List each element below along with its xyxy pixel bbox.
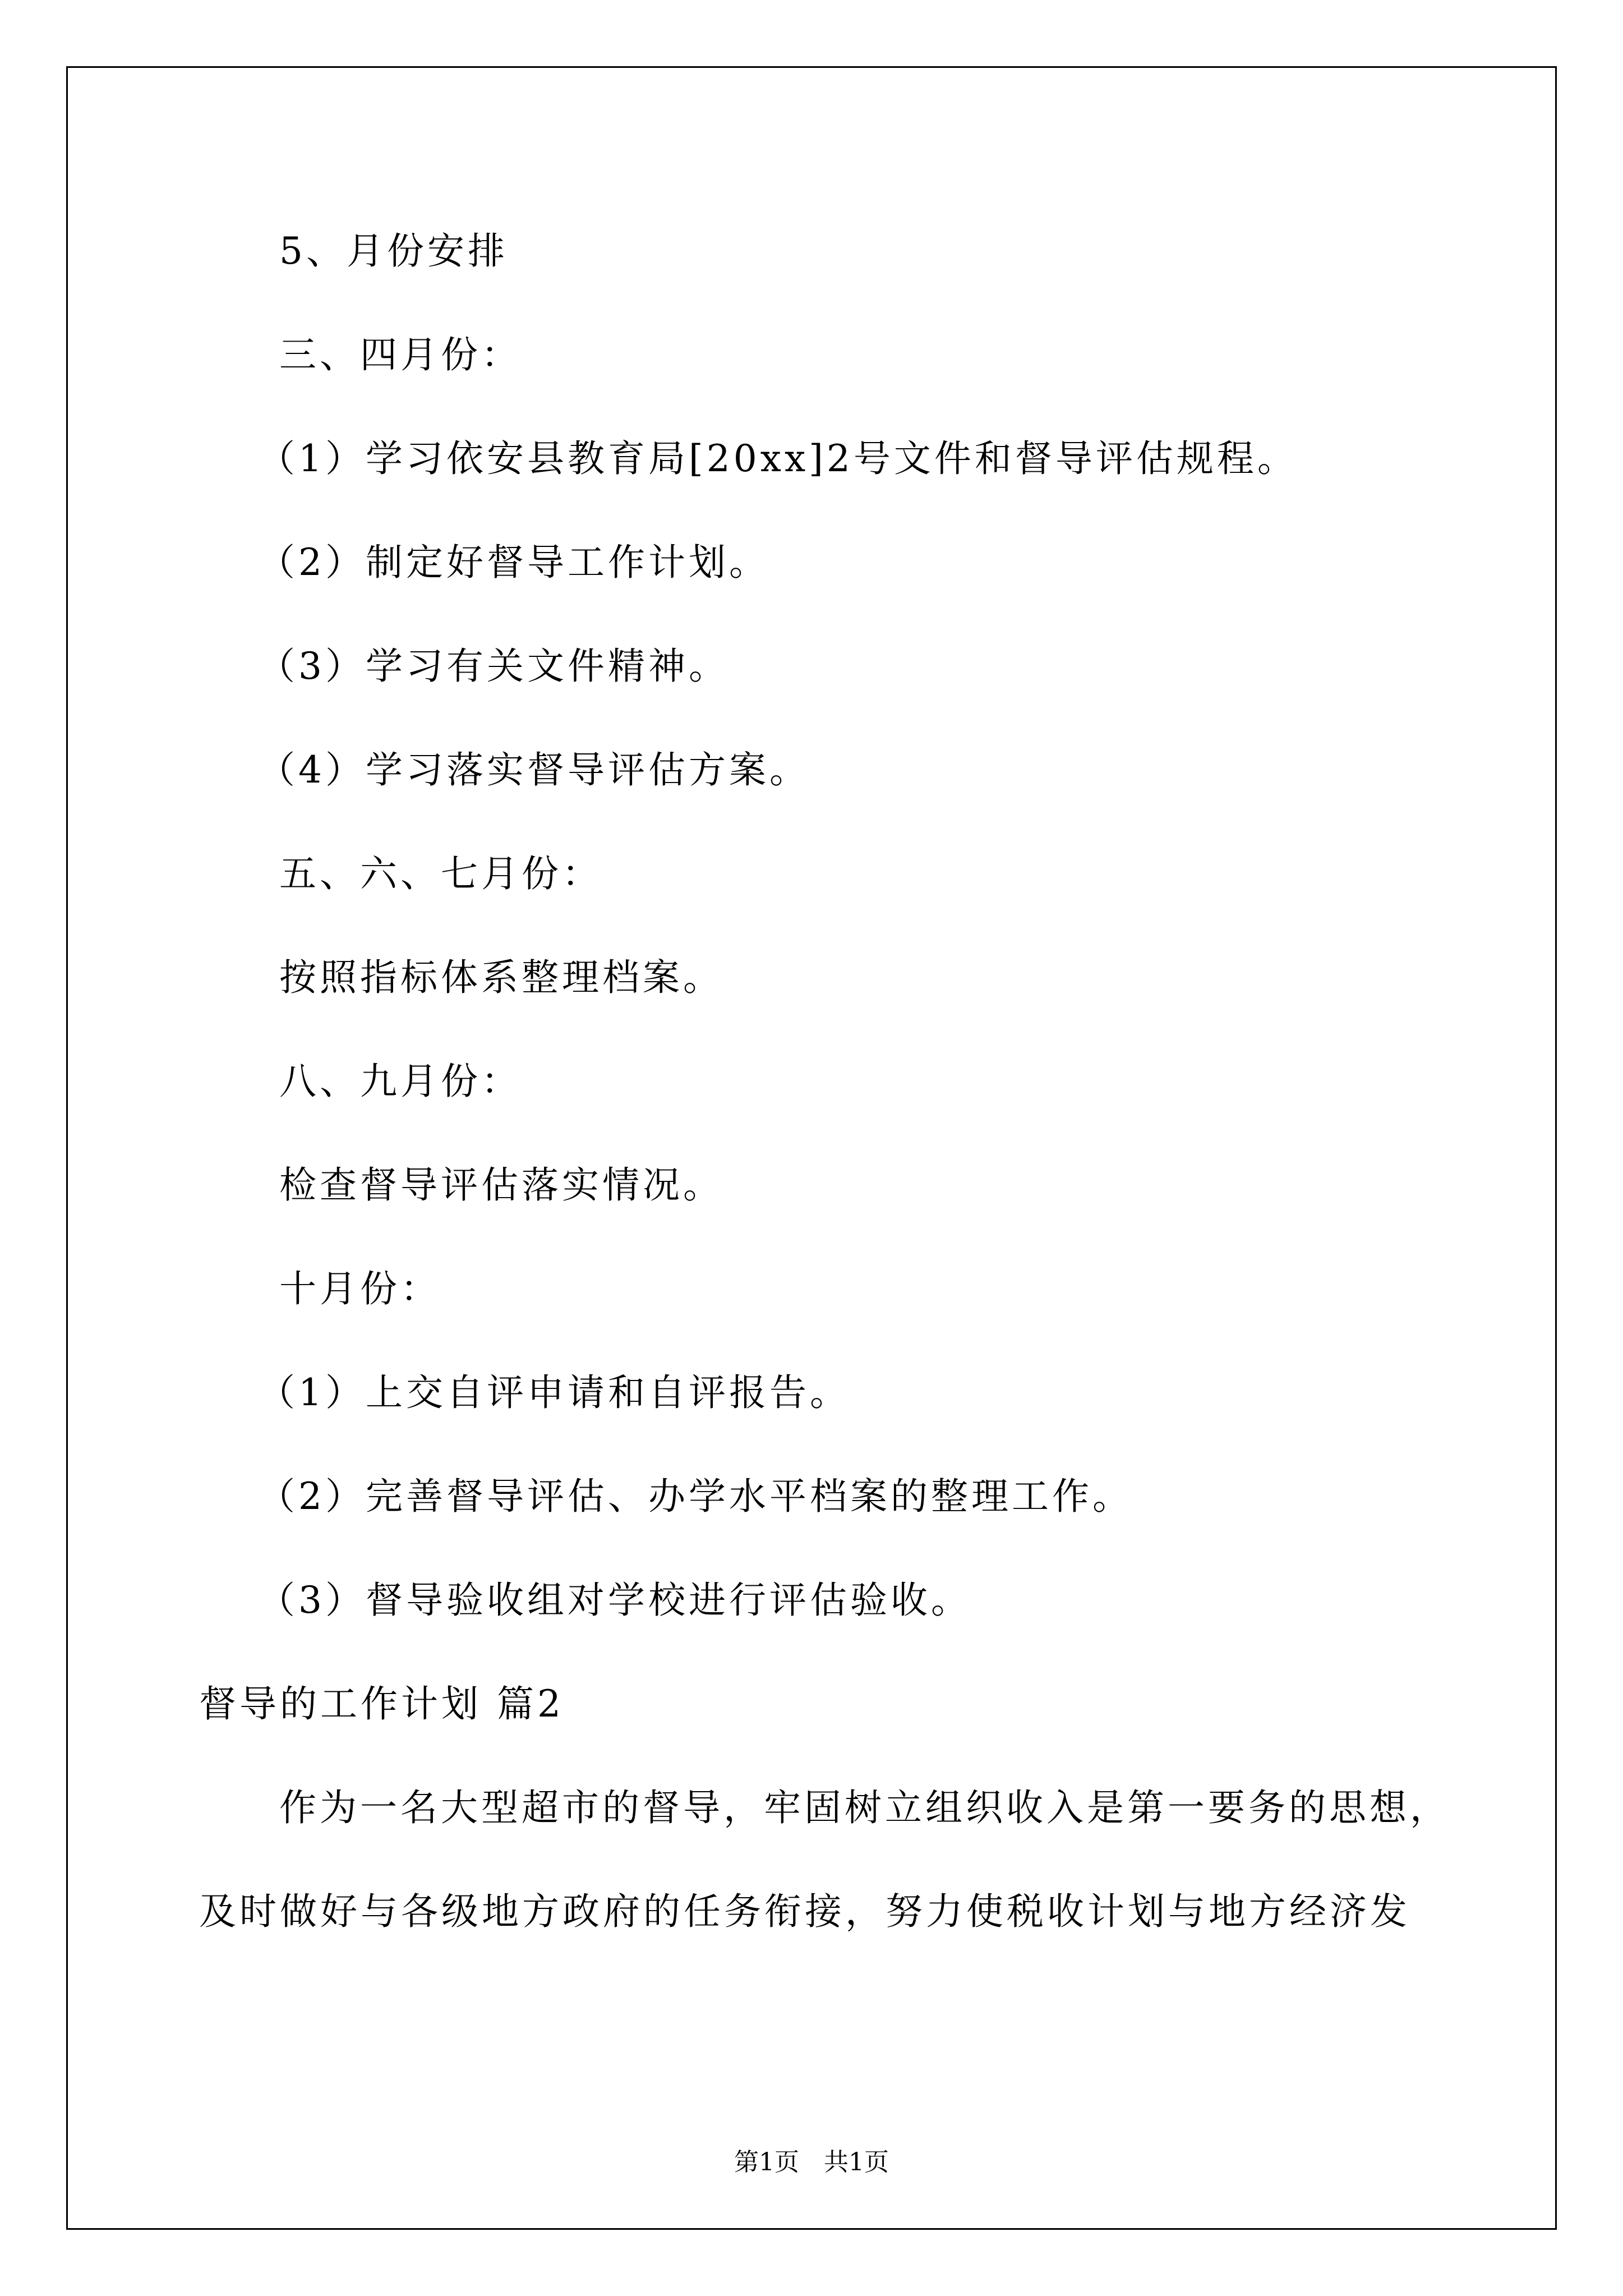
list-item: （1）学习依安县教育局[20xx]2号文件和督导评估规程。 [258,437,1298,480]
month-heading-may-july: 五、六、七月份： [279,852,602,895]
month-heading-october: 十月份： [279,1267,441,1310]
body-text: 检查督导评估落实情况。 [279,1163,723,1207]
list-item: （2）制定好督导工作计划。 [258,541,769,584]
paragraph-line: 及时做好与各级地方政府的任务衔接，努力使税收计划与地方经济发 [199,1890,1410,1933]
list-item: （4）学习落实督导评估方案。 [258,748,810,792]
page-number-footer: 第1页 共1页 [734,2148,889,2177]
list-item: （1）上交自评申请和自评报告。 [258,1371,850,1414]
body-text: 按照指标体系整理档案。 [279,956,723,999]
list-item: （2）完善督导评估、办学水平档案的整理工作。 [258,1475,1133,1518]
paragraph-line: 作为一名大型超市的督导，牢固树立组织收入是第一要务的思想， [279,1786,1450,1829]
list-item: （3）学习有关文件精神。 [258,645,729,688]
month-heading-aug-sep: 八、九月份： [279,1060,522,1103]
list-item: （3）督导验收组对学校进行评估验收。 [258,1579,971,1622]
section-heading: 督导的工作计划 篇2 [199,1682,564,1726]
month-heading-march-april: 三、四月份： [279,333,522,376]
section-title-month-plan: 5、月份安排 [279,229,508,273]
